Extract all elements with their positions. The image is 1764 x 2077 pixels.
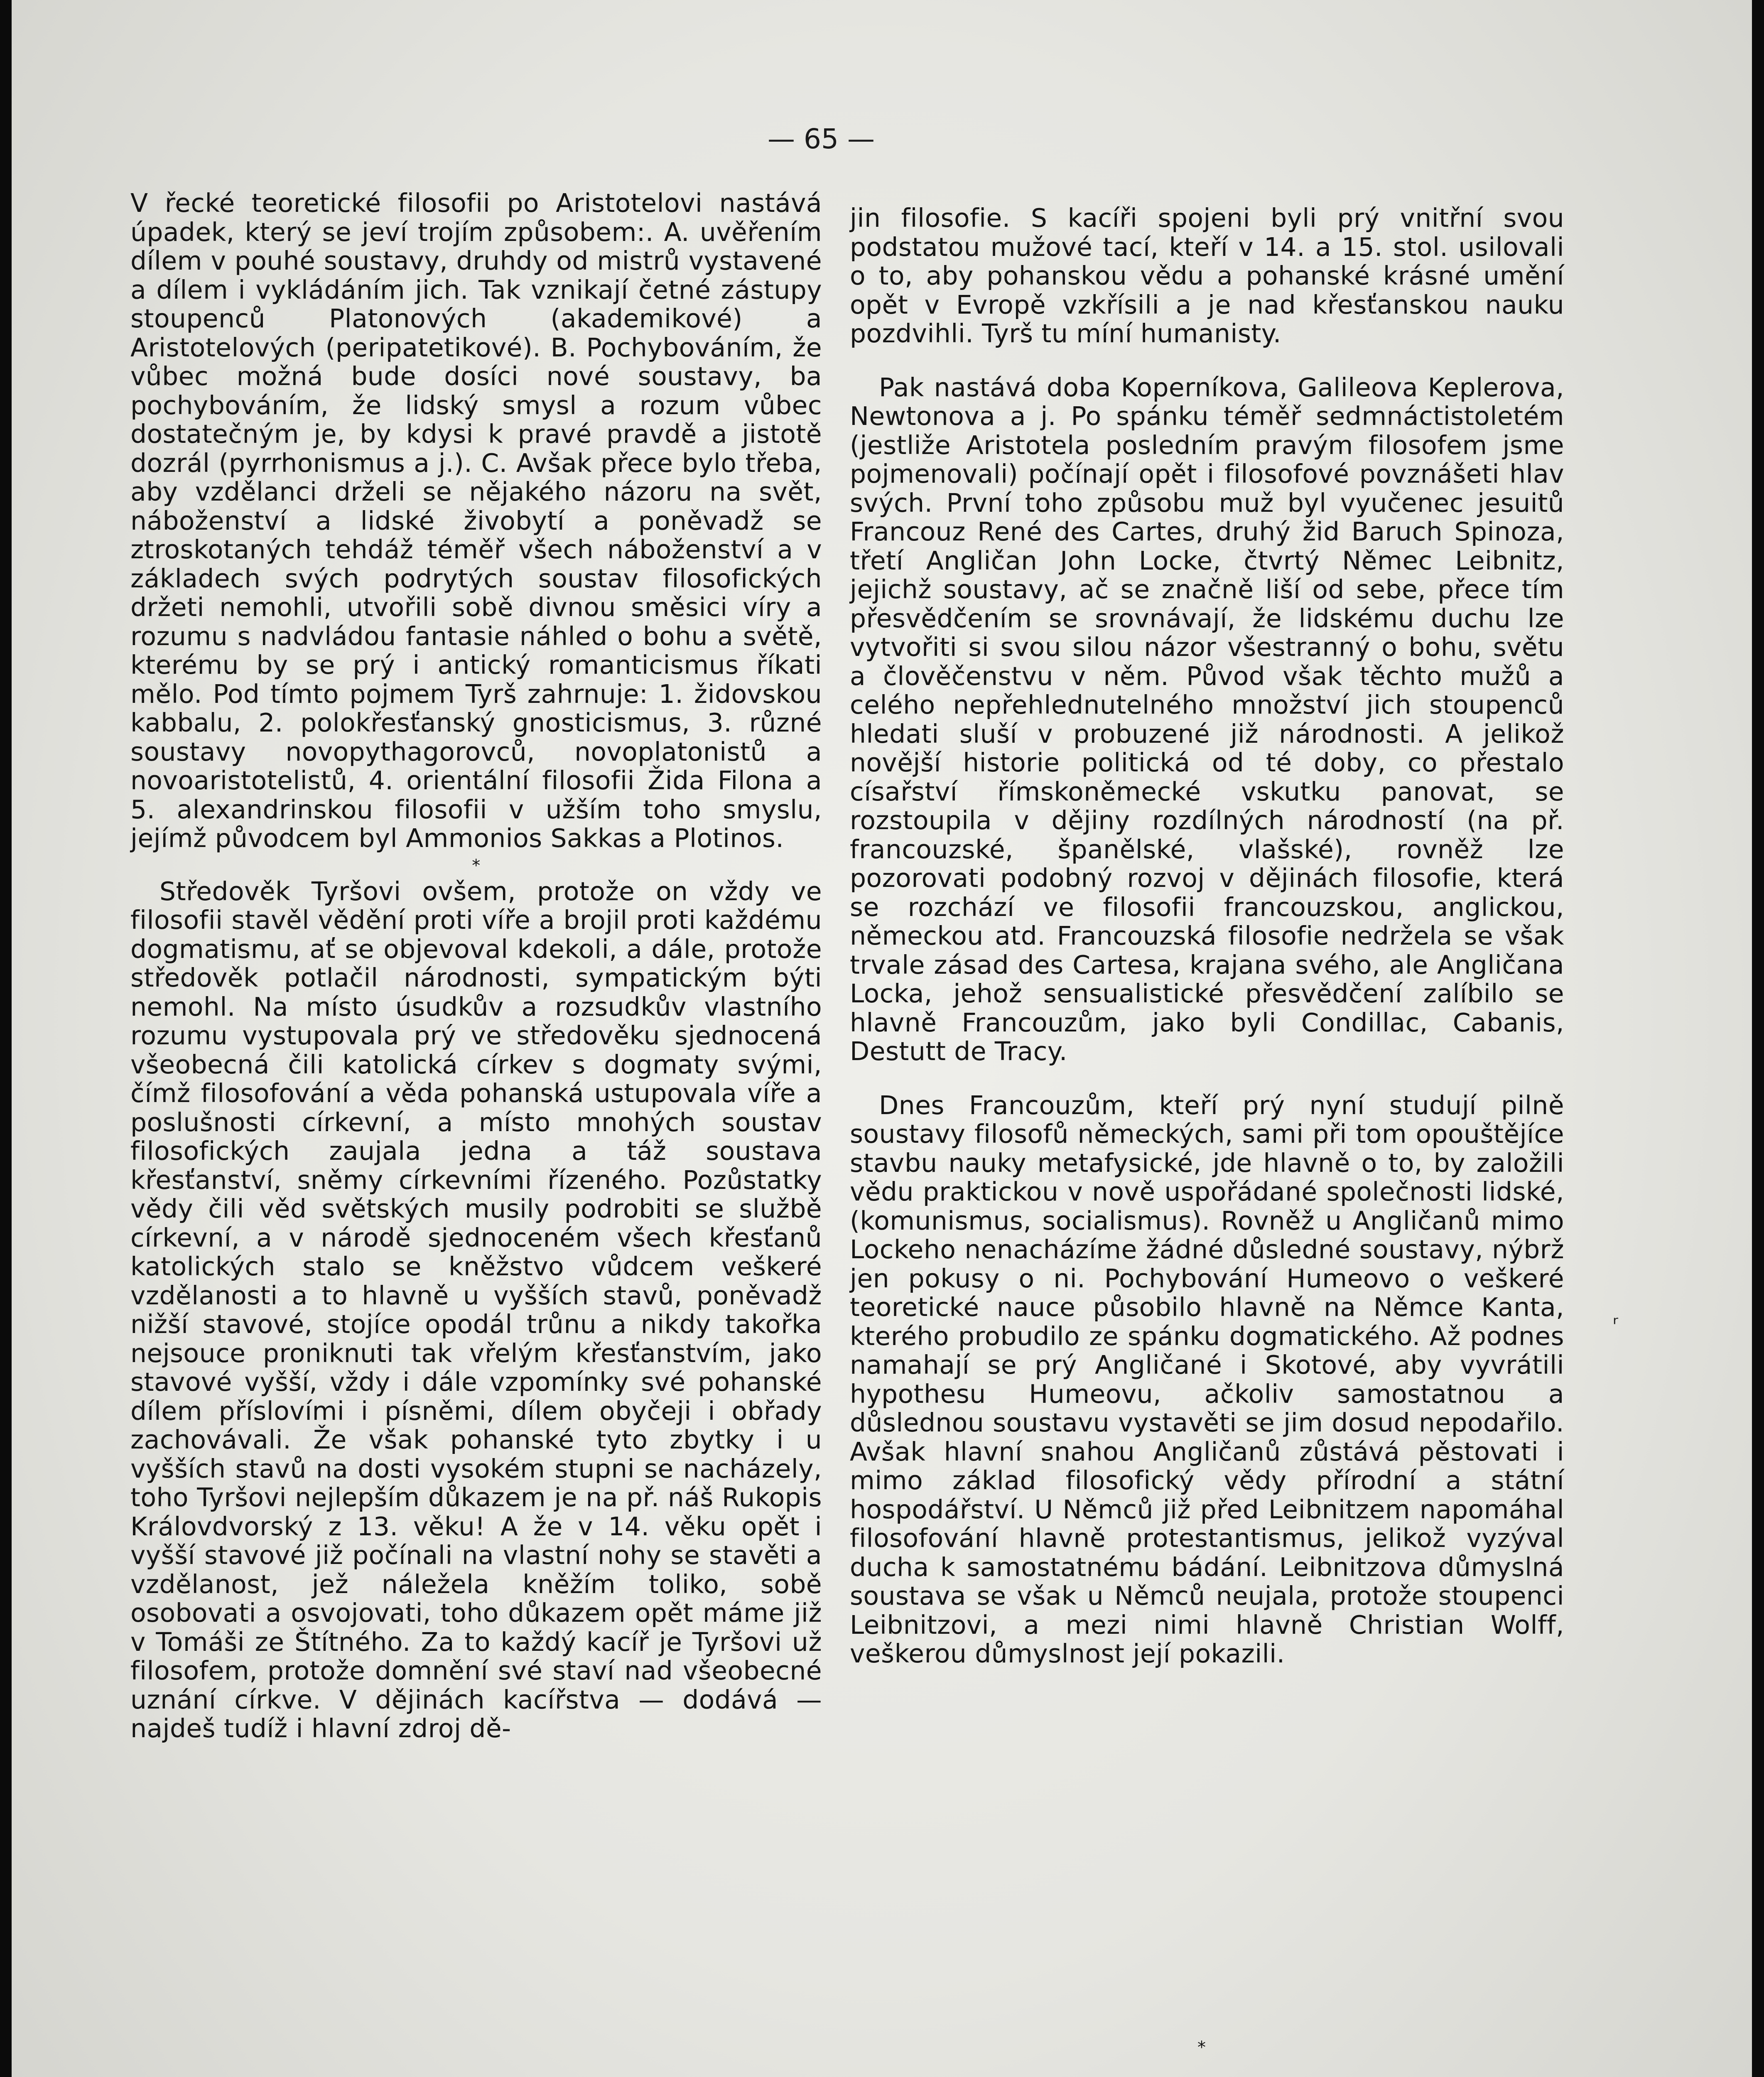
paragraph-middle-ages: Středověk Tyršovi ovšem, protože on vždy ve filosofii stavěl vědění proti víře a brojil proti každému dogmatismu, ať se objevoval kdekoli, a dále, protože středověk potlačil národnosti, sympatickým býti nemohl. Na místo úsudkův a rozsudkův vlastního rozumu vystupovala prý ve středověku sjednocená všeobecná čili katolická církev s dogmaty svými, čímž filosofování a věda pohanská ustupovala víře a poslušnosti církevní, a místo mnohých soustav filosofických zaujala jedna a táž soustava křesťanství, sněmy církevními řízeného. Pozůstatky vědy čili věd světských musily podrobiti se službě církevní, a v národě sjednoceném všech křesťanů katolických stalo se kněžstvo vůdcem veškeré vzdělanosti a to hlavně u vyšších stavů, poněvadž nižší stavové, stojíce opodál trůnu a nikdy takořka nejsouce proniknuti tak vřelým křesťanstvím, jako stavové vyšší, vždy i dále vzpomínky své pohanské dílem příslovími i písněmi, dílem obyčeji i obřady zachovávali. Že však pohanské tyto zbytky i u vyšších stavů na dosti vysokém stupni se nacházely, toho Tyršovi nejlepším důkazem je na př. náš Rukopis Královdvorský z 13. věku! A že v 14. věku opět i vyšší stavové již počínali na vlastní nohy se stavěti a vzdělanost, jež náležela kněžím toliko, sobě osobovati a osvojovati, toho důkazem opět máme již v Tomáši ze Štítného. Za to každý kacíř je Tyršovi už filosofem, protože domnění své staví nad všeobecné uznání církve. V dějinách kacířstva — dodává — najdeš tudíž i hlavní zdroj dě-: [130, 876, 822, 1743]
right-column: [850, 204, 1564, 1669]
paragraph-heretics-humanists: jin filosofie. S kacíři spojeni byli prý vnitřní svou podstatou mužové tací, kteří v 14. a 15. stol. usilovali o to, aby pohanskou vědu a pohanské krásné umění opět v Evropě vzkřísili a je nad křesťanskou nauku pozdvihli. Tyrš tu míní humanisty.: [850, 203, 1564, 349]
paragraph-modern-philosophers: Pak nastává doba Koperníkova, Galileova Keplerova, Newtonova a j. Po spánku téměř sedmnáctistoletém (jestliže Aristotela posledním pravým filosofem jsme pojmenovali) počínají opět i filosofové povznášeti hlav svých. První toho způsobu muž byl vyučenec jesuitů Francouz René des Cartes, druhý žid Baruch Spinoza, třetí Angličan John Locke, čtvrtý Němec Leibnitz, jejichž soustavy, ač se značně liší od sebe, přece tím přesvědčením se srovnávají, že lidskému duchu lze vytvořiti si svou silou názor všestranný o bohu, světu a člověčenstvu v něm. Původ však těchto mužů a celého nepřehlednutelného množství jich stoupenců hledati sluší v probuzené již národnosti. A jelikož novější historie politická od té doby, co přestalo císařství římskoněmecké vskutku panovat, se rozstoupila v dějiny rozdílných národností (na př. francouzské, španělské, vlašské), rovněž lze pozorovati podobný rozvoj v dějinách filosofie, která se rozchází ve filosofii francouzskou, anglickou, německou atd. Francouzská filosofie nedržela se však trvale zásad des Cartesa, krajana svého, ale Angličana Locka, jehož sensualistické přesvědčení zalíbilo se hlavně Francouzům, jako byli Condillac, Cabanis, Destutt de Tracy.: [850, 372, 1564, 1066]
end-separator: *: [1197, 2038, 1206, 2057]
margin-mark: ʳ: [1613, 1312, 1618, 1336]
left-column: [130, 189, 822, 1743]
paragraph-national-philosophies: Dnes Francouzům, kteří prý nyní studují pilně soustavy filosofů německých, sami při tom opouštějíce stavbu nauky metafysické, jde hlavně o to, by založili vědu praktickou v nově uspořádané společnosti lidské, (komunismus, socialismus). Rovněž u Angličanů mimo Lockeho nenacházíme žádné důsledné soustavy, nýbrž jen pokusy o ni. Pochybování Humeovo o veškeré teoretické nauce působilo hlavně na Němce Kanta, kterého probudilo ze spánku dogmatického. Až podnes namahají se prý Angličané i Skotové, aby vyvrátili hypothesu Humeovu, ačkoliv samostatnou a důslednou soustavu vystavěti se jim dosud nepodařilo. Avšak hlavní snahou Angličanů zůstává pěstovati i mimo základ filosofický vědy přírodní a státní hospodářství. U Němců již před Leibnitzem napomáhal filosofování hlavně protestantismus, jelikož vyzýval ducha k samostatnému bádání. Leibnitzova důmyslná soustava se však u Němců neujala, protože stoupenci Leibnitzovi, a mezi nimi hlavně Christian Wolff, veškerou důmyslnost její pokazili.: [850, 1090, 1564, 1669]
paragraph-greek-philosophy: V řecké teoretické filosofii po Aristotelovi nastává úpadek, který se jeví trojím způsobem:. A. uvěřením dílem v pouhé soustavy, druhdy od mistrů vystavené a dílem i vykládáním jich. Tak vznikají četné zástupy stoupenců Platonových (akademikové) a Aristotelových (peripatetikové). B. Pochybováním, že vůbec možná bude dosíci nové soustavy, ba pochybováním, že lidský smysl a rozum vůbec dostatečným je, by kdysi k pravé pravdě a jistotě dozrál (pyrrhonismus a j.). C. Avšak přece bylo třeba, aby vzdělanci drželi se nějakého názoru na svět, náboženství a lidské živobytí a poněvadž se ztroskotaných tehdáž téměř všech náboženství a v základech svých podrytých soustav filosofických držeti nemohli, utvořili sobě divnou směsici víry a rozumu s nadvládou fantasie náhled o bohu a světě, kterému by se prý i antický romanticismus říkati mělo. Pod tímto pojmem Tyrš zahrnuje: 1. židovskou kabbalu, 2. polokřesťanský gnosticismus, 3. různé soustavy novopythagorovců, novoplatonistů a novoaristotelistů, 4. orientální filosofii Žida Filona a 5. alexandrinskou filosofii v užším toho smyslu, jejímž původcem byl Ammonios Sakkas a Plotinos.: [130, 188, 822, 853]
section-separator: *: [472, 856, 481, 875]
scanned-page: [12, 0, 1752, 2077]
page-number: — 65 —: [768, 123, 875, 155]
